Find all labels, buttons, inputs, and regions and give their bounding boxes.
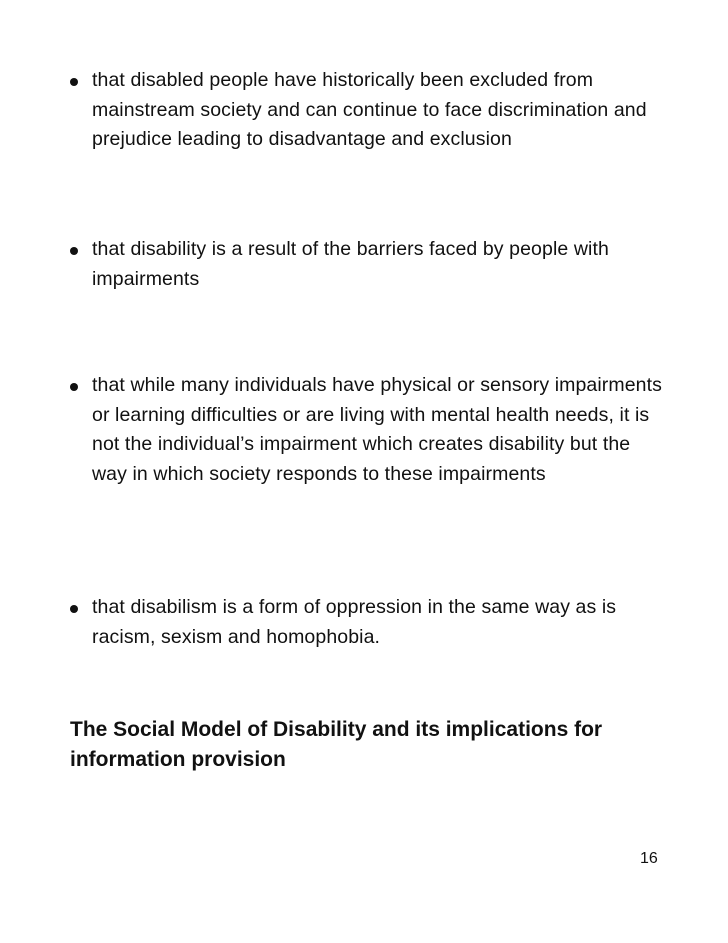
bullet-text: that disability is a result of the barriers faced by people with impairments: [92, 238, 609, 290]
bullet-item: [70, 371, 670, 489]
bullet-text: that disabilism is a form of oppression in the same way as is racism, sexism and homophobia.: [92, 596, 617, 648]
bullet-item: [70, 235, 670, 294]
bullet-dot-icon: [70, 247, 78, 255]
page-number: 16: [640, 850, 658, 867]
bullet-text: that while many individuals have physical or sensory impairments or learning difficulties or are living with mental health needs, it is not the individual’s impairment which creates disability but the way in which society responds to these impairments: [92, 374, 662, 485]
section-heading: The Social Model of Disability and its implications for information provision: [70, 718, 603, 771]
bullet-item: [70, 593, 670, 652]
bullet-dot-icon: [70, 383, 78, 391]
bullet-item: [70, 66, 670, 155]
bullet-text: that disabled people have historically been excluded from mainstream society and can continue to face discrimination and prejudice leading to disadvantage and exclusion: [92, 69, 647, 150]
bullet-dot-icon: [70, 78, 78, 86]
bullet-dot-icon: [70, 605, 78, 613]
